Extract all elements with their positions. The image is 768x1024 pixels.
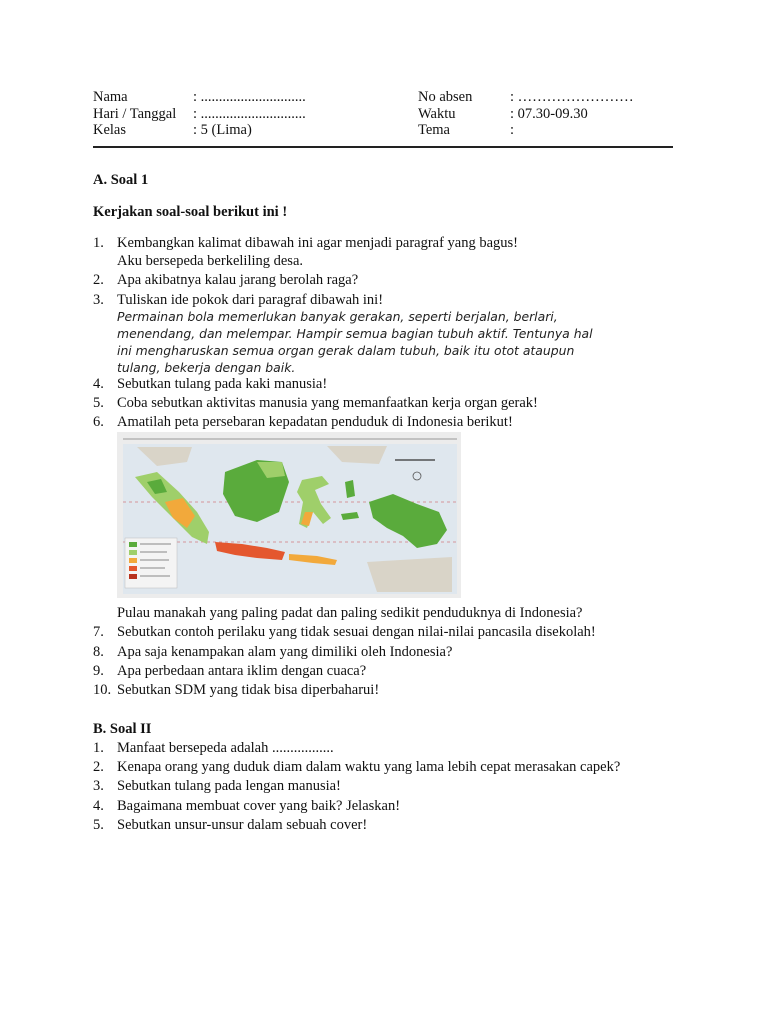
- question-text: Sebutkan tulang pada lengan manusia!: [117, 778, 341, 794]
- question-text: Apa akibatnya kalau jarang berolah raga?: [117, 272, 359, 288]
- nama-value: : .............................: [193, 89, 306, 105]
- indonesia-population-map: [117, 432, 461, 598]
- question-number: 10.: [93, 682, 112, 698]
- hari-label: Hari / Tanggal: [93, 106, 177, 122]
- tema-label: Tema: [418, 122, 450, 138]
- question-text: Bagaimana membuat cover yang baik? Jelaskan!: [117, 798, 401, 814]
- question-subtext: Aku bersepeda berkeliling desa.: [117, 253, 304, 269]
- paragraph-excerpt: Permainan bola memerlukan banyak gerakan, seperti berjalan, berlari, menendang, dan melempar. Hampir semua bagian tubuh aktif. Tentunya hal ini mengharuskan semua organ gerak dalam tubuh, baik itu otot ataupun tulang, bekerja dengan baik.: [117, 309, 593, 375]
- question-text: Amatilah peta persebaran kepadatan penduduk di Indonesia berikut!: [117, 414, 513, 430]
- nama-label: Nama: [93, 89, 128, 105]
- question-number: 4.: [93, 376, 104, 392]
- legend-swatch: [129, 558, 137, 563]
- legend-swatch: [129, 542, 137, 547]
- legend-swatch: [129, 566, 137, 571]
- tema-value: :: [510, 122, 515, 138]
- question-number: 3.: [93, 778, 104, 794]
- section-a-title: A. Soal 1: [93, 172, 149, 188]
- question-number: 5.: [93, 395, 104, 411]
- absen-label: No absen: [418, 89, 473, 105]
- question-text: Sebutkan tulang pada kaki manusia!: [117, 376, 328, 392]
- kelas-value: : 5 (Lima): [193, 122, 252, 138]
- question-number: 3.: [93, 292, 104, 308]
- kelas-label: Kelas: [93, 122, 127, 138]
- absen-value: : ……………………: [510, 89, 634, 105]
- legend-swatch: [129, 550, 137, 555]
- question-text: Tuliskan ide pokok dari paragraf dibawah ini!: [117, 292, 384, 308]
- map-land-other: [367, 557, 452, 592]
- waktu-value: : 07.30-09.30: [510, 106, 588, 122]
- question-number: 6.: [93, 414, 104, 430]
- question-text: Kembangkan kalimat dibawah ini agar menjadi paragraf yang bagus!: [117, 235, 519, 251]
- question-text: Apa perbedaan antara iklim dengan cuaca?: [117, 663, 367, 679]
- hari-value: : .............................: [193, 106, 306, 122]
- question-number: 2.: [93, 272, 104, 288]
- question-text: Coba sebutkan aktivitas manusia yang memanfaatkan kerja organ gerak!: [117, 395, 538, 411]
- header-divider: [93, 146, 673, 148]
- question-text: Sebutkan contoh perilaku yang tidak sesuai dengan nilai-nilai pancasila disekolah!: [117, 624, 596, 640]
- question-text: Sebutkan unsur-unsur dalam sebuah cover!: [117, 817, 368, 833]
- section-b-title: B. Soal II: [93, 721, 152, 737]
- map-illustration: [117, 432, 461, 598]
- question-number: 9.: [93, 663, 104, 679]
- section-a-instruction: Kerjakan soal-soal berikut ini !: [93, 204, 288, 220]
- question-text: Kenapa orang yang duduk diam dalam waktu yang lama lebih cepat merasakan capek?: [117, 759, 621, 775]
- question-number: 7.: [93, 624, 104, 640]
- question-number: 1.: [93, 235, 104, 251]
- question-number: 2.: [93, 759, 104, 775]
- question-number: 8.: [93, 644, 104, 660]
- question-text: Sebutkan SDM yang tidak bisa diperbaharui!: [117, 682, 380, 698]
- question-number: 1.: [93, 740, 104, 756]
- question-number: 4.: [93, 798, 104, 814]
- question-number: 5.: [93, 817, 104, 833]
- question-text: Manfaat bersepeda adalah .................: [117, 740, 334, 756]
- waktu-label: Waktu: [418, 106, 456, 122]
- question-text: Apa saja kenampakan alam yang dimiliki oleh Indonesia?: [117, 644, 453, 660]
- legend-swatch: [129, 574, 137, 579]
- question-subtext: Pulau manakah yang paling padat dan paling sedikit penduduknya di Indonesia?: [117, 605, 583, 621]
